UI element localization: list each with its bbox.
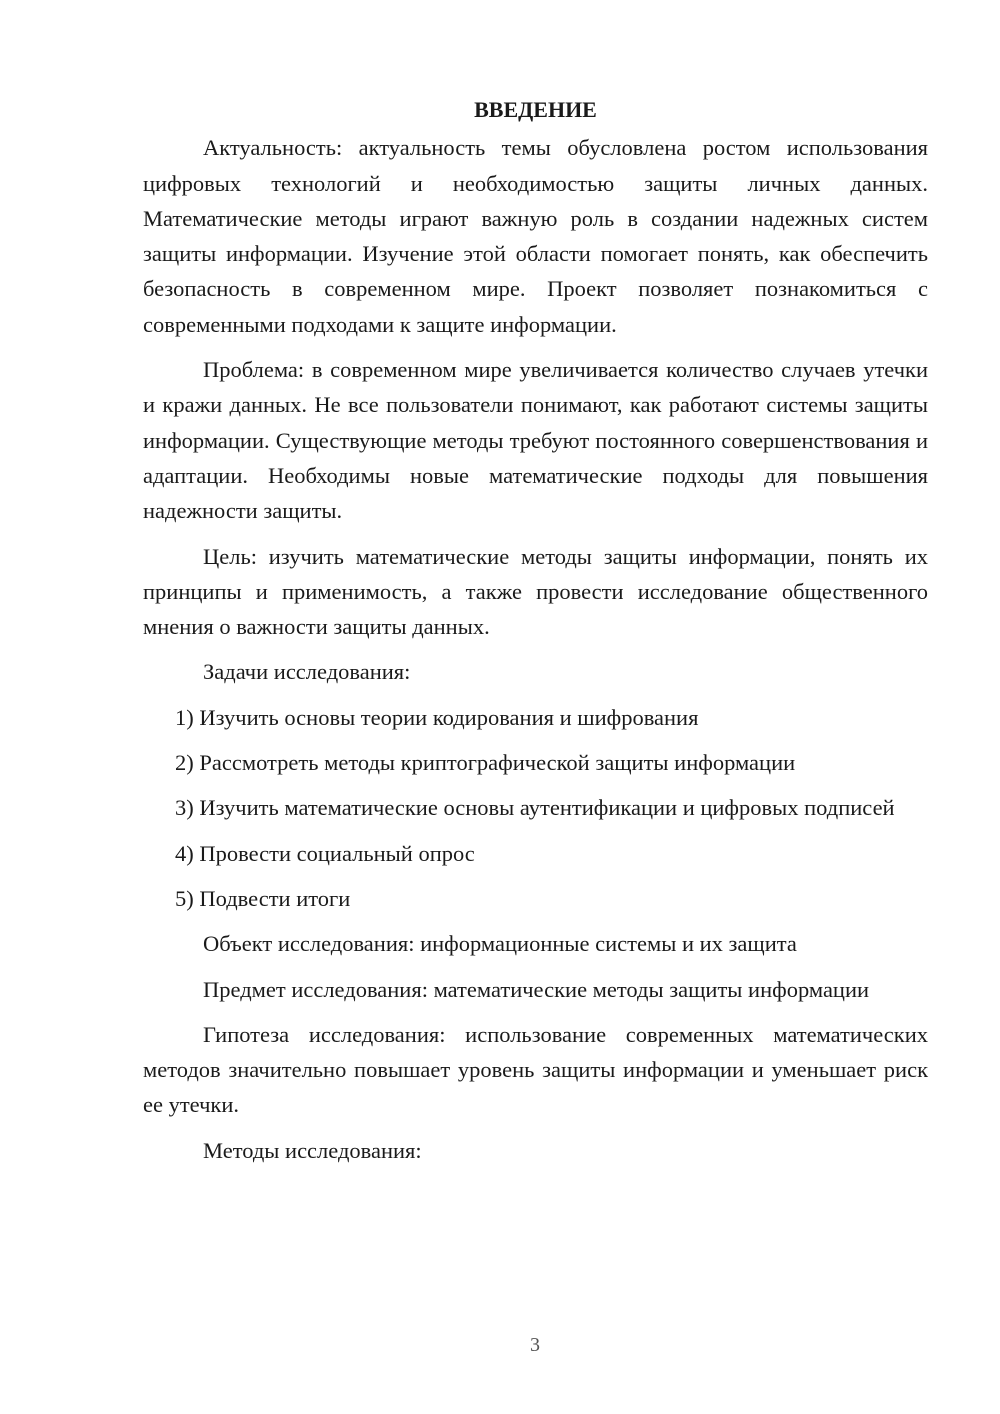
paragraph-hypothesis: Гипотеза исследования: использование современных математических методов значительно повышает уровень защиты информации и уменьшает риск ее утечки. [143,1021,928,1118]
page-number: 3 [530,1334,540,1356]
paragraph-problem: Проблема: в современном мире увеличивается количество случаев утечки и кражи данных. Не все пользователи понимают, как работают системы защиты информации. Существующие методы требуют постоянного совершенствования и адаптации. Необходимы новые математические подходы для повышения надежности защиты. [143,357,928,524]
list-item: 2) Рассмотреть методы криптографической защиты информации [175,750,796,776]
list-item: 5) Подвести итоги [175,885,351,911]
paragraph-object: Объект исследования: информационные системы и их защита [203,931,797,957]
list-item: 1) Изучить основы теории кодирования и шифрования [175,704,699,730]
tasks-heading: Задачи исследования: [203,659,411,685]
list-item: 3) Изучить математические основы аутентификации и цифровых подписей [175,795,895,821]
methods-heading: Методы исследования: [203,1137,422,1163]
page-title: ВВЕДЕНИЕ [474,97,597,122]
tasks-list [143,700,928,916]
page-content [143,92,928,1178]
paragraph-subject: Предмет исследования: математические методы защиты информации [203,976,870,1002]
paragraph-goal: Цель: изучить математические методы защиты информации, понять их принципы и применимость, а также провести исследование общественного мнения о важности защиты данных. [143,543,928,640]
list-item: 4) Провести социальный опрос [175,840,475,866]
paragraph-relevance: Актуальность: актуальность темы обусловлена ростом использования цифровых технологий и необходимостью защиты личных данных. Математические методы играют важную роль в создании надежных систем защиты информации. Изучение этой области помогает понять, как обеспечить безопасность в современном мире. Проект позволяет познакомиться с современными подходами к защите информации. [143,135,928,337]
